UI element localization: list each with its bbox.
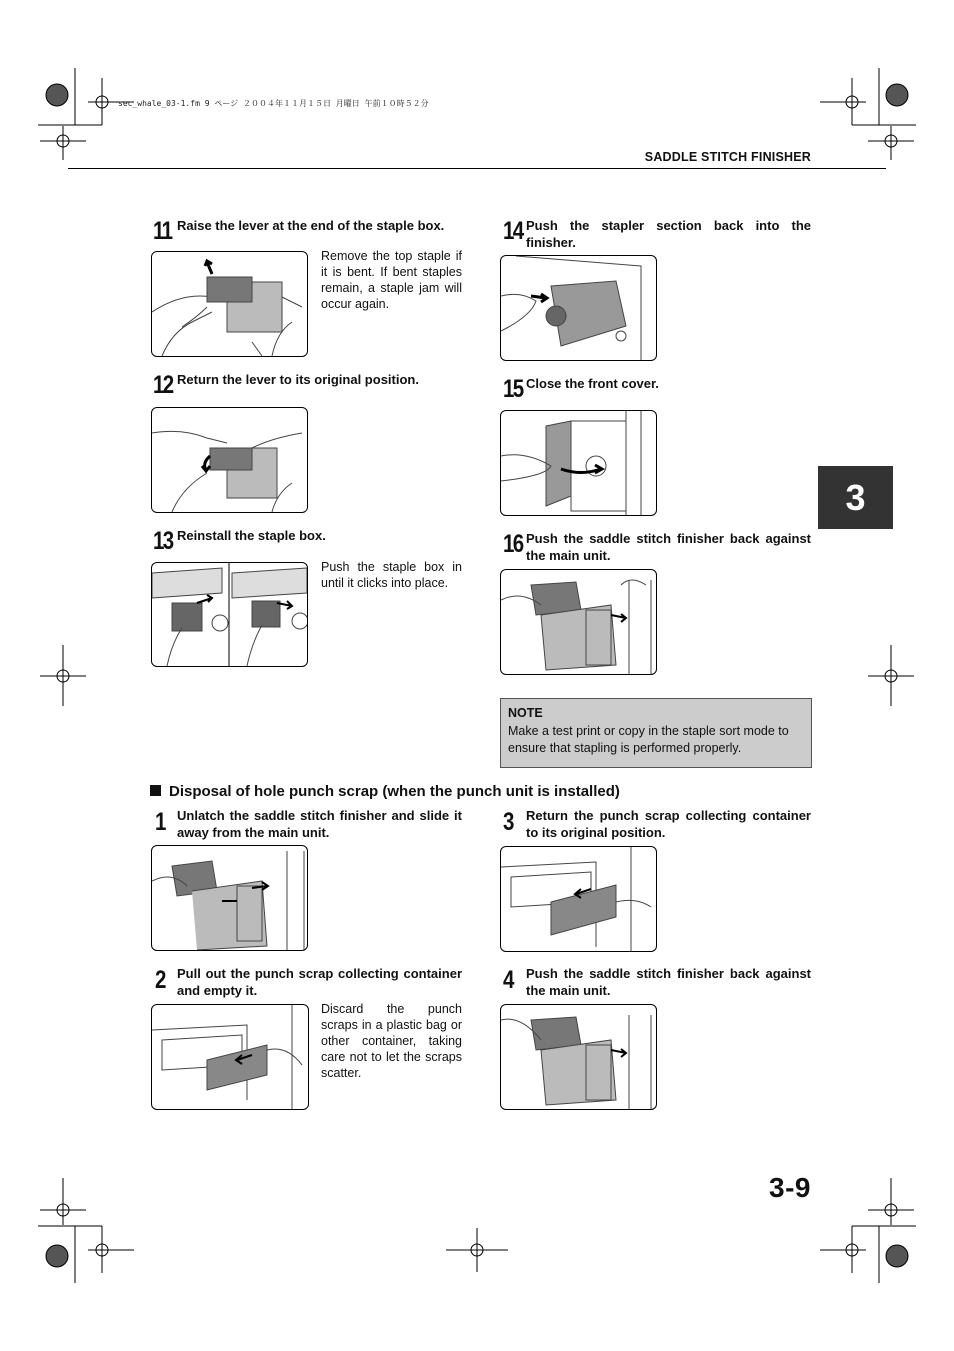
step-number: 4 <box>503 966 513 994</box>
illustration-reinstall-staple-box <box>151 562 308 667</box>
bullet-square-icon <box>150 785 161 796</box>
illustration-push-stapler <box>500 255 657 361</box>
step-instruction: Return the lever to its original position. <box>177 372 419 387</box>
illustration-raise-lever <box>151 251 308 357</box>
illustration-push-finisher-back <box>500 569 657 675</box>
print-info: sec_whale_03-1.fm 9 ページ ２００４年１１月１５日 月曜日 午前１０時５２分 <box>118 99 429 108</box>
chapter-tab: 3 <box>818 466 893 529</box>
header-rule <box>68 168 886 169</box>
step-instruction: Reinstall the staple box. <box>177 528 326 543</box>
illustration-return-lever <box>151 407 308 513</box>
note-body: Make a test print or copy in the staple sort mode to ensure that stapling is performed properly. <box>508 724 789 755</box>
step-instruction: Pull out the punch scrap collecting container and empty it. <box>177 966 462 998</box>
section-title: SADDLE STITCH FINISHER <box>644 150 811 164</box>
step-number: 15 <box>503 375 523 403</box>
illustration-return-container <box>500 846 657 952</box>
subsection-heading <box>150 783 620 800</box>
step-instruction: Unlatch the saddle stitch finisher and slide it away from the main unit. <box>177 808 462 840</box>
note-label: NOTE <box>508 706 543 720</box>
step-number: 16 <box>503 530 523 558</box>
illustration-close-front-cover <box>500 410 657 516</box>
step-number: 14 <box>503 217 523 245</box>
step-note: Push the staple box in until it clicks into place. <box>321 560 462 590</box>
step-note: Remove the top staple if it is bent. If bent staples remain, a staple jam will occur again. <box>321 249 462 311</box>
step-number: 11 <box>153 217 172 245</box>
subsection-title: Disposal of hole punch scrap (when the punch unit is installed) <box>169 783 620 800</box>
page-number: 3-9 <box>769 1172 811 1203</box>
step-instruction: Push the saddle stitch finisher back against the main unit. <box>526 966 811 998</box>
step-number: 13 <box>153 527 173 555</box>
step-instruction: Push the saddle stitch finisher back against the main unit. <box>526 531 811 563</box>
step-note: Discard the punch scraps in a plastic bag or other container, taking care not to let the scraps scatter. <box>321 1002 462 1080</box>
step-number: 2 <box>155 966 165 994</box>
step-instruction: Raise the lever at the end of the staple box. <box>177 218 445 233</box>
step-instruction: Close the front cover. <box>526 376 659 391</box>
illustration-pull-out-container <box>151 1004 309 1110</box>
step-number: 12 <box>153 371 173 399</box>
step-number: 1 <box>155 808 165 836</box>
illustration-push-finisher-back-2 <box>500 1004 657 1110</box>
step-instruction: Return the punch scrap collecting container to its original position. <box>526 808 811 840</box>
note-box <box>500 698 812 768</box>
illustration-unlatch-finisher <box>151 845 308 951</box>
step-instruction: Push the stapler section back into the finisher. <box>526 218 811 250</box>
step-number: 3 <box>503 808 513 836</box>
